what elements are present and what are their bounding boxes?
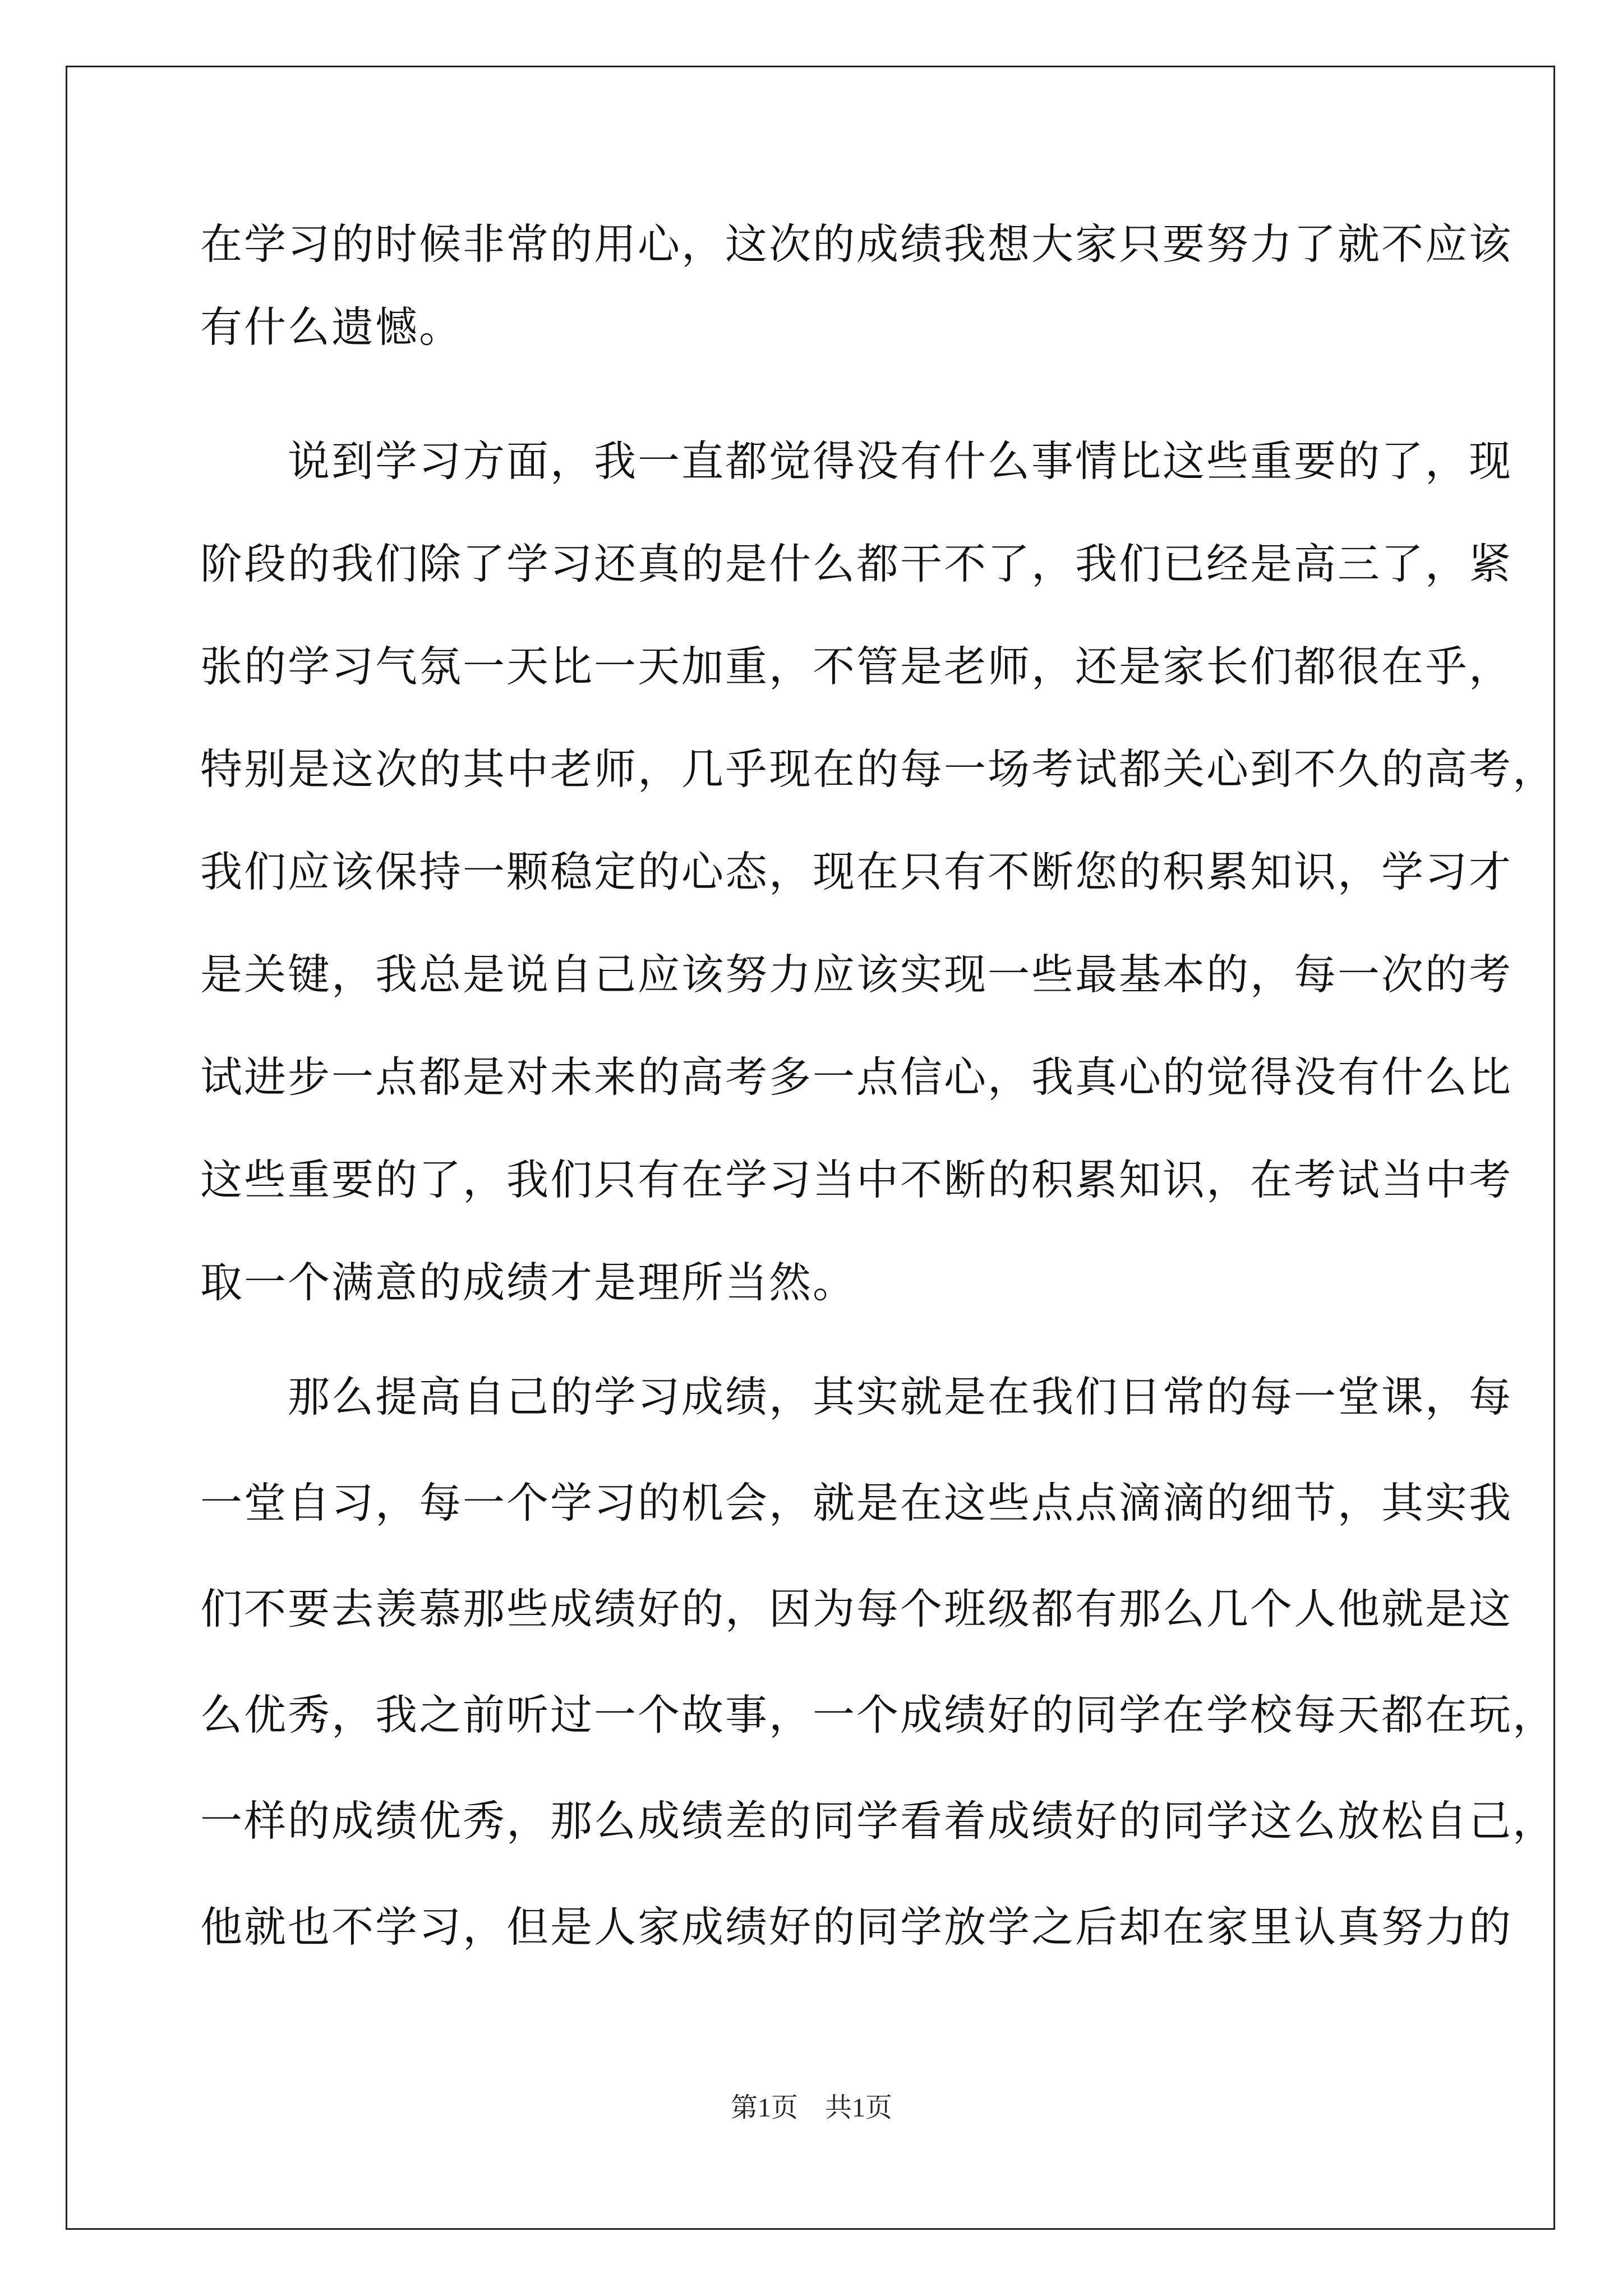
text-line: 一样的成绩优秀，那么成绩差的同学看着成绩好的同学这么放松自己， (200, 1796, 1557, 1846)
text-line: 取一个满意的成绩才是理所当然。 (200, 1258, 857, 1307)
text-line: 么优秀，我之前听过一个故事，一个成绩好的同学在学校每天都在玩， (200, 1690, 1557, 1740)
text-line: 有什么遗憾。 (200, 302, 463, 352)
text-line: 阶段的我们除了学习还真的是什么都干不了，我们已经是高三了，紧 (200, 539, 1513, 588)
text-line: 我们应该保持一颗稳定的心态，现在只有不断您的积累知识，学习才 (200, 847, 1513, 896)
text-line: 那么提高自己的学习成绩，其实就是在我们日常的每一堂课，每 (200, 1372, 1513, 1421)
text-line: 是关键，我总是说自己应该努力应该实现一些最基本的，每一次的考 (200, 950, 1513, 999)
text-line: 这些重要的了，我们只有在学习当中不断的积累知识，在考试当中考 (200, 1155, 1513, 1204)
text-line: 试进步一点都是对未来的高考多一点信心，我真心的觉得没有什么比 (200, 1052, 1513, 1102)
text-line: 张的学习气氛一天比一天加重，不管是老师，还是家长们都很在乎， (200, 642, 1513, 691)
text-line: 一堂自习，每一个学习的机会，就是在这些点点滴滴的细节，其实我 (200, 1478, 1513, 1527)
text-line: 说到学习方面，我一直都觉得没有什么事情比这些重要的了，现 (200, 436, 1513, 486)
text-line: 他就也不学习，但是人家成绩好的同学放学之后却在家里认真努力的 (200, 1902, 1513, 1952)
text-line: 们不要去羡慕那些成绩好的，因为每个班级都有那么几个人他就是这 (200, 1584, 1513, 1634)
text-line: 特别是这次的其中老师，几乎现在的每一场考试都关心到不久的高考， (200, 744, 1557, 794)
text-line: 在学习的时候非常的用心，这次的成绩我想大家只要努力了就不应该 (200, 219, 1513, 269)
page-footer: 第1页 共1页 (730, 2093, 892, 2123)
